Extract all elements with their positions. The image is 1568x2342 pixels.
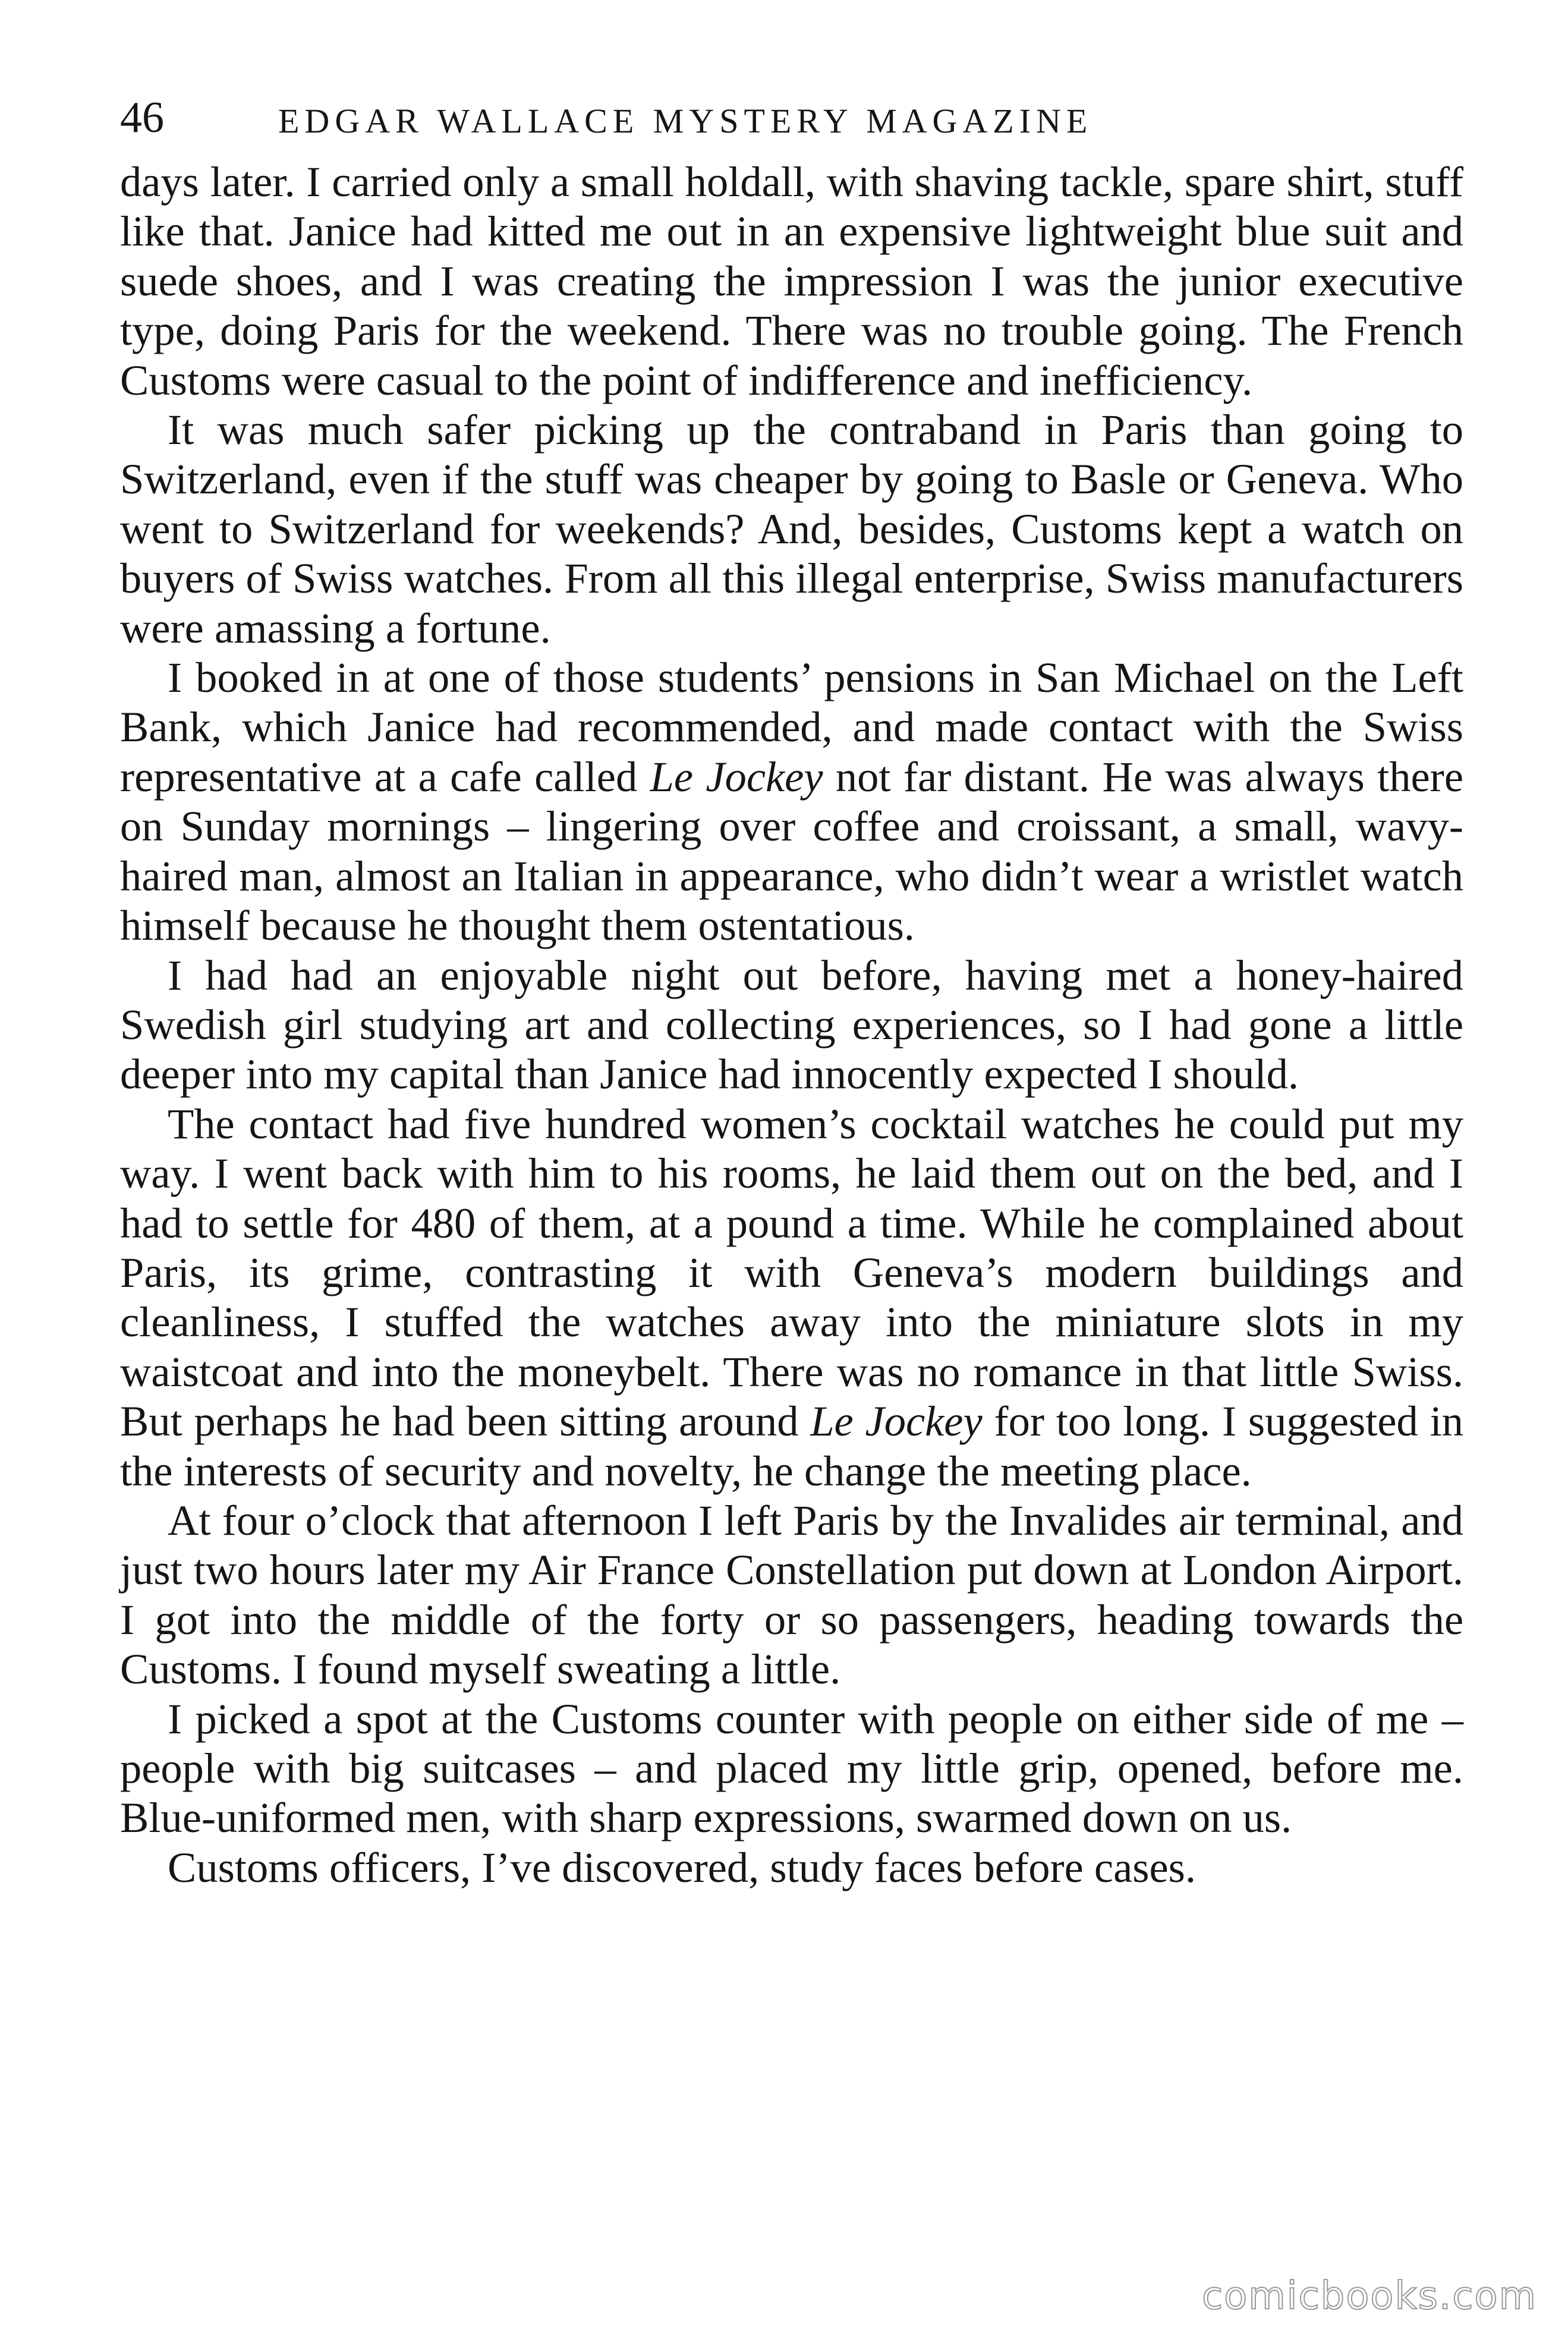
text-run: It was much safer picking up the contraband in Paris than going to Switzerland, even if the stuff was cheaper by going to Basle or Geneva. Who went to Switzerland for weekends? And, besides, Customs kept a watch on buyers of Swiss watches. From all this illegal enterprise, Swiss manufacturers were amassing a fortune. xyxy=(120,405,1463,652)
page-number: 46 xyxy=(120,93,164,142)
paragraph xyxy=(120,1496,1463,1694)
text-run: days later. I carried only a small holdall, with shaving tackle, spare shirt, stuff like that. Janice had kitted me out in an expensive lightweight blue suit and suede shoes, and I was creating the impression I was the junior executive type, doing Paris for the weekend. There was no trouble going. The French Customs were casual to the point of indifference and inefficiency. xyxy=(120,158,1463,404)
magazine-title: EDGAR WALLACE MYSTERY MAGAZINE xyxy=(278,102,1093,140)
paragraph xyxy=(120,157,1463,405)
italic-text: Le Jockey xyxy=(810,1397,983,1446)
paragraph xyxy=(120,1694,1463,1843)
paragraph xyxy=(120,653,1463,950)
paragraph xyxy=(120,950,1463,1099)
paragraph xyxy=(120,405,1463,653)
italic-text: Le Jockey xyxy=(650,752,823,801)
watermark: comicbooks.com xyxy=(1201,2274,1537,2318)
text-run: The contact had five hundred women’s cocktail watches he could put my way. I went back with him to his rooms, he laid them out on the bed, and I had to settle for 480 of them, at a pound a time. While he complained about Paris, its grime, contrasting it with Geneva’s modern buildings and cleanliness, I stuffed the watches away into the miniature slots in my waistcoat and into the moneybelt. There was no romance in that little Swiss. But perhaps he had been sitting around xyxy=(120,1099,1463,1446)
text-run: I picked a spot at the Customs counter with people on either side of me – people with big suitcases – and placed my little grip, opened, before me. Blue-uniformed men, with sharp expressions, swarmed down on us. xyxy=(120,1694,1463,1842)
text-run: Customs officers, I’ve discovered, study faces before cases. xyxy=(168,1843,1197,1891)
text-run: At four o’clock that afternoon I left Paris by the Invalides air terminal, and just two hours later my Air France Constellation put down at London Airport. I got into the middle of the forty or so passengers, heading towards the Customs. I found myself sweating a little. xyxy=(120,1496,1463,1693)
paragraph xyxy=(120,1099,1463,1496)
text-run: not far distant. He was always there on Sunday mornings – lingering over coffee and croissant, a small, wavy-haired man, almost an Italian in appearance, who didn’t wear a wristlet watch himself because he thought them ostentatious. xyxy=(120,752,1464,950)
text-run: I booked in at one of those students’ pensions in San Michael on the Left Bank, which Janice had recommended, and made contact with the Swiss representative at a cafe called xyxy=(120,653,1463,801)
text-run: I had had an enjoyable night out before, having met a honey-haired Swedish girl studying art and collecting experiences, so I had gone a little deeper into my capital than Janice had innocently expected I should. xyxy=(120,950,1463,1098)
story-body xyxy=(120,157,1463,1892)
running-head xyxy=(120,88,1463,153)
text-run: for too long. I suggested in the interests of security and novelty, he change the meeting place. xyxy=(120,1397,1463,1495)
paragraph xyxy=(120,1843,1463,1892)
